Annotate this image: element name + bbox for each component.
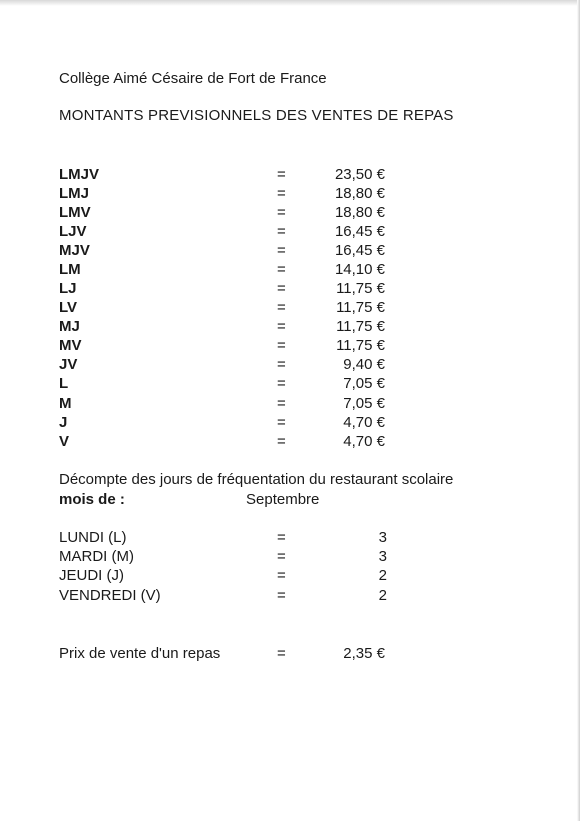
equals-sign: = [277, 337, 286, 354]
equals-sign: = [277, 204, 286, 221]
price-row [0, 204, 580, 223]
price-amount: 4,70 € [343, 414, 385, 431]
price-amount: 11,75 € [336, 337, 385, 354]
price-row [0, 280, 580, 299]
equals-sign: = [277, 567, 286, 584]
price-amount: 9,40 € [343, 356, 385, 373]
price-code: MV [59, 337, 82, 354]
price-row [0, 242, 580, 261]
day-name: LUNDI (L) [59, 529, 127, 546]
equals-sign: = [277, 548, 286, 565]
equals-sign: = [277, 223, 286, 240]
price-row [0, 395, 580, 414]
price-amount: 18,80 € [334, 185, 385, 202]
price-amount: 7,05 € [343, 395, 385, 412]
day-row [0, 587, 580, 606]
equals-sign: = [277, 242, 286, 259]
price-code: LMJ [59, 185, 89, 202]
school-name: Collège Aimé Césaire de Fort de France [59, 70, 327, 87]
price-row [0, 261, 580, 280]
equals-sign: = [277, 587, 286, 604]
equals-sign: = [277, 280, 286, 297]
document-title: MONTANTS PREVISIONNELS DES VENTES DE REPAS [59, 107, 454, 124]
equals-sign: = [277, 645, 286, 662]
price-row [0, 223, 580, 242]
equals-sign: = [277, 299, 286, 316]
price-amount: 11,75 € [336, 318, 385, 335]
equals-sign: = [277, 529, 286, 546]
price-code: LMV [59, 204, 91, 221]
day-name: MARDI (M) [59, 548, 134, 565]
price-amount: 16,45 € [334, 242, 385, 259]
price-row [0, 166, 580, 185]
price-code: LMJV [59, 166, 100, 183]
meal-price-value: 2,35 € [343, 645, 385, 662]
price-amount: 7,05 € [343, 375, 385, 392]
price-code: JV [59, 356, 78, 373]
equals-sign: = [277, 261, 286, 278]
price-code: LJV [59, 223, 87, 240]
price-row [0, 337, 580, 356]
price-amount: 14,10 € [334, 261, 385, 278]
meal-price-label: Prix de vente d'un repas [59, 645, 221, 662]
equals-sign: = [277, 185, 286, 202]
equals-sign: = [277, 395, 286, 412]
day-name: JEUDI (J) [59, 567, 124, 584]
day-row [0, 529, 580, 548]
price-row [0, 299, 580, 318]
month-label: mois de : [59, 491, 125, 508]
month-value: Septembre [246, 491, 320, 508]
day-count: 3 [378, 529, 387, 546]
price-code: LV [59, 299, 78, 316]
price-row [0, 414, 580, 433]
equals-sign: = [277, 318, 286, 335]
price-code: M [59, 395, 72, 412]
price-amount: 16,45 € [334, 223, 385, 240]
attendance-heading: Décompte des jours de fréquentation du restaurant scolaire [59, 471, 454, 488]
day-count: 2 [378, 587, 387, 604]
price-row [0, 185, 580, 204]
equals-sign: = [277, 375, 286, 392]
equals-sign: = [277, 414, 286, 431]
price-code: MJ [59, 318, 80, 335]
price-row [0, 318, 580, 337]
day-name: VENDREDI (V) [59, 587, 161, 604]
day-row [0, 567, 580, 586]
meal-price-row [0, 645, 580, 664]
price-row [0, 356, 580, 375]
price-code: MJV [59, 242, 90, 259]
equals-sign: = [277, 166, 286, 183]
price-code: LM [59, 261, 81, 278]
equals-sign: = [277, 356, 286, 373]
price-row [0, 375, 580, 394]
price-amount: 18,80 € [334, 204, 385, 221]
day-count: 2 [378, 567, 387, 584]
price-code: LJ [59, 280, 77, 297]
price-amount: 4,70 € [343, 433, 385, 450]
price-amount: 11,75 € [336, 299, 385, 316]
price-code: J [59, 414, 68, 431]
price-amount: 11,75 € [336, 280, 385, 297]
price-code: L [59, 375, 69, 392]
price-code: V [59, 433, 70, 450]
price-amount: 23,50 € [334, 166, 385, 183]
equals-sign: = [277, 433, 286, 450]
day-row [0, 548, 580, 567]
day-count: 3 [378, 548, 387, 565]
price-row [0, 433, 580, 452]
